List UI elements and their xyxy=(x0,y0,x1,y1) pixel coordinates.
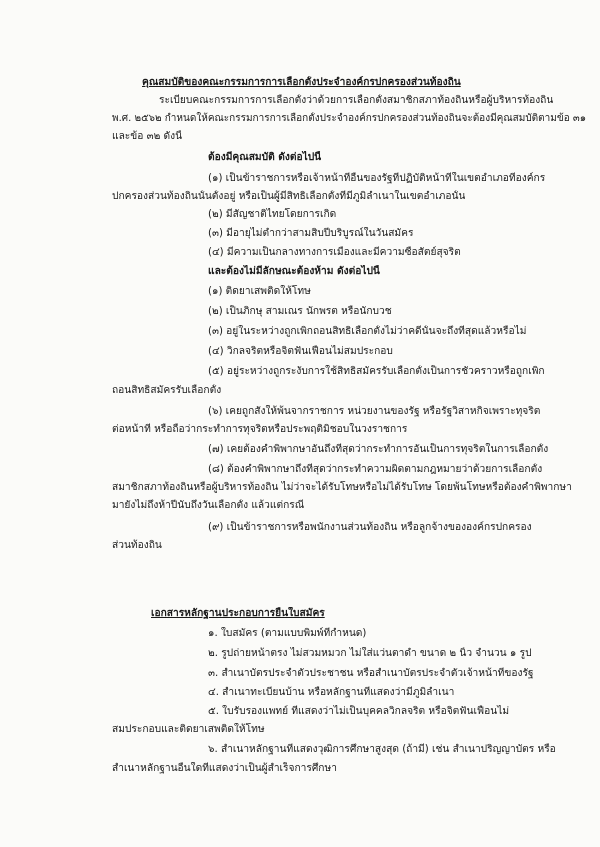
qualification-item: (๑) เป็นข้าราชการหรือเจ้าหน้าที่อื่นของรัฐที่ปฏิบัติหน้าที่ในเขตอำเภอที่องค์กร xyxy=(208,173,546,184)
document-item: สมประกอบและติดยาเสพติดให้โทษ xyxy=(112,724,265,735)
document-item: ๒. รูปถ่ายหน้าตรง ไม่สวมหมวก ไม่ใส่แว่นตาดำ ขนาด ๒ นิ้ว จำนวน ๑ รูป xyxy=(208,648,532,659)
document-item: ๕. ใบรับรองแพทย์ ที่แสดงว่าไม่เป็นบุคคลวิกลจริต หรือจิตฟั่นเฟือนไม่ xyxy=(208,706,510,717)
intro-line: และข้อ ๓๒ ดังนี้ xyxy=(112,131,183,142)
prohibition-item: (๒) เป็นภิกษุ สามเณร นักพรต หรือนักบวช xyxy=(208,306,392,317)
document-item: สำเนาหลักฐานอื่นใดที่แสดงว่าเป็นผู้สำเร็จการศึกษา xyxy=(112,763,337,774)
document-item: ๑. ใบสมัคร (ตามแบบพิมพ์ที่กำหนด) xyxy=(208,628,367,639)
prohibition-item: (๗) เคยต้องคำพิพากษาอันถึงที่สุดว่ากระทำการอันเป็นการทุจริตในการเลือกตั้ง xyxy=(208,444,549,455)
prohibition-item: (๖) เคยถูกสั่งให้พ้นจากราชการ หน่วยงานของรัฐ หรือรัฐวิสาหกิจเพราะทุจริต xyxy=(208,406,541,417)
document-item: ๔. สำเนาทะเบียนบ้าน หรือหลักฐานที่แสดงว่ามีภูมิลำเนา xyxy=(208,687,455,698)
prohibition-item: (๕) อยู่ระหว่างถูกระงับการใช้สิทธิสมัครรับเลือกตั้งเป็นการชั่วคราวหรือถูกเพิก xyxy=(208,366,545,377)
intro-line: ระเบียบคณะกรรมการการเลือกตั้งว่าด้วยการเลือกตั้งสมาชิกสภาท้องถิ่นหรือผู้บริหารท้องถิ่น xyxy=(159,95,554,106)
document-item: ๖. สำเนาหลักฐานที่แสดงวุฒิการศึกษาสูงสุด (ถ้ามี) เช่น สำเนาปริญญาบัตร หรือ xyxy=(208,744,556,755)
section1-title: คุณสมบัติของคณะกรรมการการเลือกตั้งประจำองค์กรปกครองส่วนท้องถิ่น xyxy=(142,77,461,88)
prohibition-item: (๘) ต้องคำพิพากษาถึงที่สุดว่ากระทำความผิดตามกฎหมายว่าด้วยการเลือกตั้ง xyxy=(208,464,543,475)
prohibitions-heading: และต้องไม่มีลักษณะต้องห้าม ดังต่อไปนี้ xyxy=(208,266,380,277)
prohibition-item: ต่อหน้าที่ หรือถือว่ากระทำการทุจริตหรือประพฤติมิชอบในวงราชการ xyxy=(112,424,408,435)
qualification-item: (๒) มีสัญชาติไทยโดยการเกิด xyxy=(208,209,337,220)
qualification-item: (๔) มีความเป็นกลางทางการเมืองและมีความซื่อสัตย์สุจริต xyxy=(208,247,461,258)
qualification-item: ปกครองส่วนท้องถิ่นนั้นตั้งอยู่ หรือเป็นผู้มีสิทธิเลือกตั้งที่มีภูมิลำเนาในเขตอำเภอนั้น xyxy=(112,191,466,202)
prohibition-item: (๓) อยู่ในระหว่างถูกเพิกถอนสิทธิเลือกตั้งไม่ว่าคดีนั้นจะถึงที่สุดแล้วหรือไม่ xyxy=(208,326,527,337)
qualification-item: (๓) มีอายุไม่ต่ำกว่าสามสิบปีบริบูรณ์ในวันสมัคร xyxy=(208,228,414,239)
intro-line: พ.ศ. ๒๕๖๒ กำหนดให้คณะกรรมการการเลือกตั้งประจำองค์กรปกครองส่วนท้องถิ่นจะต้องมีคุณสมบัติตามข้อ ๓๑ xyxy=(112,113,587,124)
prohibition-item: ส่วนท้องถิ่น xyxy=(112,540,162,551)
prohibition-item: มายังไม่ถึงห้าปีนับถึงวันเลือกตั้ง แล้วแต่กรณี xyxy=(112,500,305,511)
document-item: ๓. สำเนาบัตรประจำตัวประชาชน หรือสำเนาบัตรประจำตัวเจ้าหน้าที่ของรัฐ xyxy=(208,668,534,679)
prohibition-item: สมาชิกสภาท้องถิ่นหรือผู้บริหารท้องถิ่น ไม่ว่าจะได้รับโทษหรือไม่ได้รับโทษ โดยพ้นโทษหรือต้องคำพิพากษา xyxy=(112,482,572,493)
prohibition-item: (๙) เป็นข้าราชการหรือพนักงานส่วนท้องถิ่น หรือลูกจ้างขององค์กรปกครอง xyxy=(208,522,532,533)
qualifications-heading: ต้องมีคุณสมบัติ ดังต่อไปนี้ xyxy=(208,152,322,163)
prohibition-item: ถอนสิทธิสมัครรับเลือกตั้ง xyxy=(112,385,222,396)
prohibition-item: (๑) ติดยาเสพติดให้โทษ xyxy=(208,286,311,297)
prohibition-item: (๔) วิกลจริตหรือจิตฟั่นเฟือนไม่สมประกอบ xyxy=(208,346,393,357)
section2-title: เอกสารหลักฐานประกอบการยื่นใบสมัคร xyxy=(151,608,325,619)
